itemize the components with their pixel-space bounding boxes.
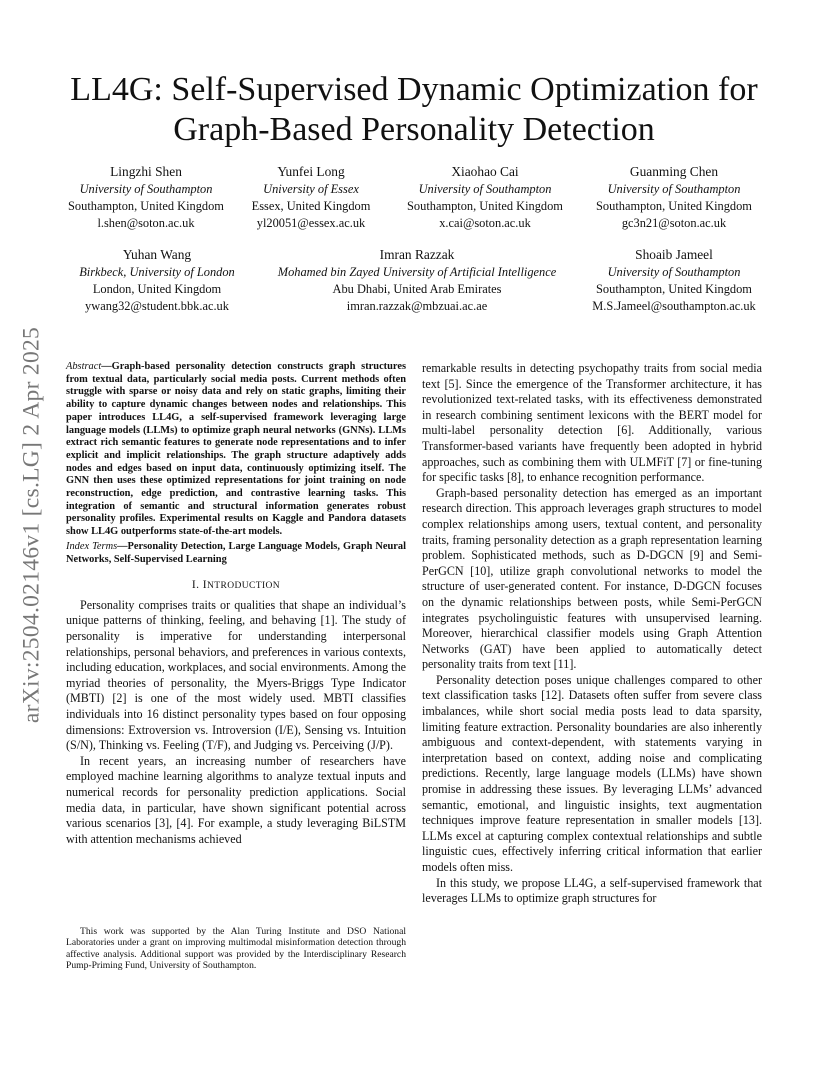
author-name: Lingzhi Shen bbox=[110, 164, 182, 179]
paragraph: Personality detection poses unique challenges compared to other text classification tasks [12]. Datasets often suffer from severe class imbalances, while short social media posts lead to data sparsity, limiting feature extraction. Personality boundaries are also inherently ambiguous and context-dependent, with statements varying in interpretation based on context, adding noise and complicating predictions. Recently, large language models (LLMs) have shown promise in addressing these issues. By leveraging LLMs’ advanced semantic, emotional, and linguistic insights, text augmentation techniques improve feature representation in smaller models [13]. LLMs excel at capturing complex contextual relationships and subtle linguistic cues, effectively inferring critical information that earlier models often miss. bbox=[422, 672, 762, 874]
paragraph: Personality comprises traits or qualities that shape an individual’s unique patterns of thinking, feeling, and behaving [1]. The study of personality is imperative for understanding interpersonal relationships, personal behaviors, and preferences in various contexts, including education, workplaces, and social environments. Among the myriad theories of personality, the Myers-Briggs Type Indicator (MBTI) [2] is one of the most widely used. MBTI classifies individuals into 16 distinct personality types based on four opposing dimensions: Extroversion vs. Introversion (I/E), Sensing vs. Intuition (S/N), Thinking vs. Feeling (T/F), and Judging vs. Perceiving (J/P). bbox=[66, 597, 406, 753]
author-block bbox=[232, 163, 390, 232]
index-terms-label: Index Terms bbox=[66, 540, 118, 552]
author-location: Southampton, United Kingdom bbox=[68, 199, 224, 213]
arxiv-id-text: arXiv:2504.02146v1 [cs.LG] 2 Apr 2025 bbox=[18, 326, 45, 724]
index-terms-text: —Personality Detection, Large Language Models, Graph Neural Networks, Self-Supervised Learning bbox=[66, 540, 407, 565]
author-block bbox=[580, 246, 768, 315]
author-name: Guanming Chen bbox=[629, 164, 719, 179]
author-row-1 bbox=[60, 163, 768, 232]
author-email: imran.razzak@mbzuai.ac.ae bbox=[346, 299, 488, 313]
author-location: Abu Dhabi, United Arab Emirates bbox=[332, 282, 502, 296]
author-block bbox=[580, 163, 768, 232]
author-email: gc3n21@soton.ac.uk bbox=[621, 216, 727, 230]
abstract-text: —Graph-based personality detection constructs graph structures from textual data, particularly social media posts. Current methods often struggle with sparse or noisy data and rely on static graphs, limiting their ability to capture dynamic changes between nodes and relationships. This paper introduces LL4G, a self-supervised framework leveraging large language models (LLMs) to optimize graph neural networks (GNNs). LLMs extract rich semantic features to generate node representations and to infer explicit and implicit relationships. The graph structure adaptively adds nodes and edges based on input data, continuously optimizing itself. The GNN then uses these optimized representations for joint training on node reconstruction, edge prediction, and contrastive learning tasks. This integration of semantic and structural information generates robust personality profiles. Experimental results on Kaggle and Pandora datasets show LL4G outperforms state-of-the-art models. bbox=[66, 361, 406, 538]
footnote: This work was supported by the Alan Turing Institute and DSO National Laboratories under a grant on improving multimodal misinformation detection through affective analysis. Additional support was provided by the Interdisciplinary Research Pump-Priming Fund, University of Southampton. bbox=[66, 926, 406, 971]
author-row-2 bbox=[60, 246, 768, 315]
author-block bbox=[390, 163, 580, 232]
author-email: l.shen@soton.ac.uk bbox=[97, 216, 195, 230]
author-affiliation: University of Southampton bbox=[418, 182, 552, 196]
paragraph: In this study, we propose LL4G, a self-supervised framework that leverages LLMs to optimize graph structures for bbox=[422, 875, 762, 906]
author-location: London, United Kingdom bbox=[92, 282, 222, 296]
abstract bbox=[66, 361, 406, 539]
author-name: Imran Razzak bbox=[379, 247, 455, 262]
abstract-label: Abstract bbox=[66, 361, 102, 372]
section-heading-introduction: I. INTRODUCTION bbox=[191, 578, 281, 592]
author-block bbox=[60, 246, 254, 315]
arxiv-identifier bbox=[14, 290, 50, 760]
paper-title: LL4G: Self-Supervised Dynamic Optimization for Graph-Based Personality Detection bbox=[70, 71, 758, 148]
author-location: Southampton, United Kingdom bbox=[596, 199, 752, 213]
author-email: M.S.Jameel@southampton.ac.uk bbox=[592, 299, 756, 313]
author-name: Shoaib Jameel bbox=[635, 247, 713, 262]
author-email: x.cai@soton.ac.uk bbox=[439, 216, 531, 230]
author-location: Southampton, United Kingdom bbox=[407, 199, 563, 213]
left-column bbox=[66, 361, 406, 847]
author-name: Xiaohao Cai bbox=[451, 164, 519, 179]
author-block bbox=[254, 246, 580, 315]
paragraph: In recent years, an increasing number of researchers have employed machine learning algorithms to analyze textual inputs and numerical records for personality prediction applications. Social media data, in particular, have shown significant potential across various scenarios [3], [4]. For example, a study leveraging BiLSTM with attention mechanisms achieved bbox=[66, 753, 406, 846]
author-affiliation: University of Southampton bbox=[79, 182, 213, 196]
author-name: Yunfei Long bbox=[277, 164, 345, 179]
author-location: Southampton, United Kingdom bbox=[596, 282, 752, 296]
paragraph: remarkable results in detecting psychopathy traits from social media text [5]. Since the emergence of the Transformer architecture, it has revolutionized text-related tasks, with its effectiveness demonstrated in research combining sentiment lexicons with the BERT model for multi-label personality detection [6]. Additionally, various Transformer-based variants have frequently been adopted in hybrid approaches, such as combining them with ULMFiT [7] or fine-tuning for specific tasks [8], to enhance recognition performance. bbox=[422, 361, 762, 485]
author-affiliation: University of Southampton bbox=[607, 265, 741, 279]
right-column bbox=[422, 361, 762, 907]
author-affiliation: Birkbeck, University of London bbox=[79, 265, 235, 279]
author-affiliation: University of Essex bbox=[263, 182, 359, 196]
author-email: yl20051@essex.ac.uk bbox=[256, 216, 366, 230]
author-name: Yuhan Wang bbox=[122, 247, 192, 262]
author-affiliation: Mohamed bin Zayed University of Artificial Intelligence bbox=[277, 265, 557, 279]
author-location: Essex, United Kingdom bbox=[251, 199, 371, 213]
author-email: ywang32@student.bbk.ac.uk bbox=[85, 299, 229, 313]
paragraph: Graph-based personality detection has emerged as an important research direction. This approach leverages graph structures to model complex relationships among users, textual content, and personality traits, framing personality detection as a graph representation learning problem. Sophisticated methods, such as D-DGCN [9] and Semi-PerGCN [10], utilize graph convolutional networks to model the structure of user-generated content. For instance, D-DGCN focuses on the dynamic relationships between posts, while Semi-PerGCN integrates psycholinguistic features with unsupervised learning. Moreover, hierarchical classifier models using Graph Attention Networks (GAT) have been applied to automatically detect personality traits from text [11]. bbox=[422, 485, 762, 672]
author-affiliation: University of Southampton bbox=[607, 182, 741, 196]
index-terms bbox=[66, 541, 406, 566]
author-block bbox=[60, 163, 232, 232]
